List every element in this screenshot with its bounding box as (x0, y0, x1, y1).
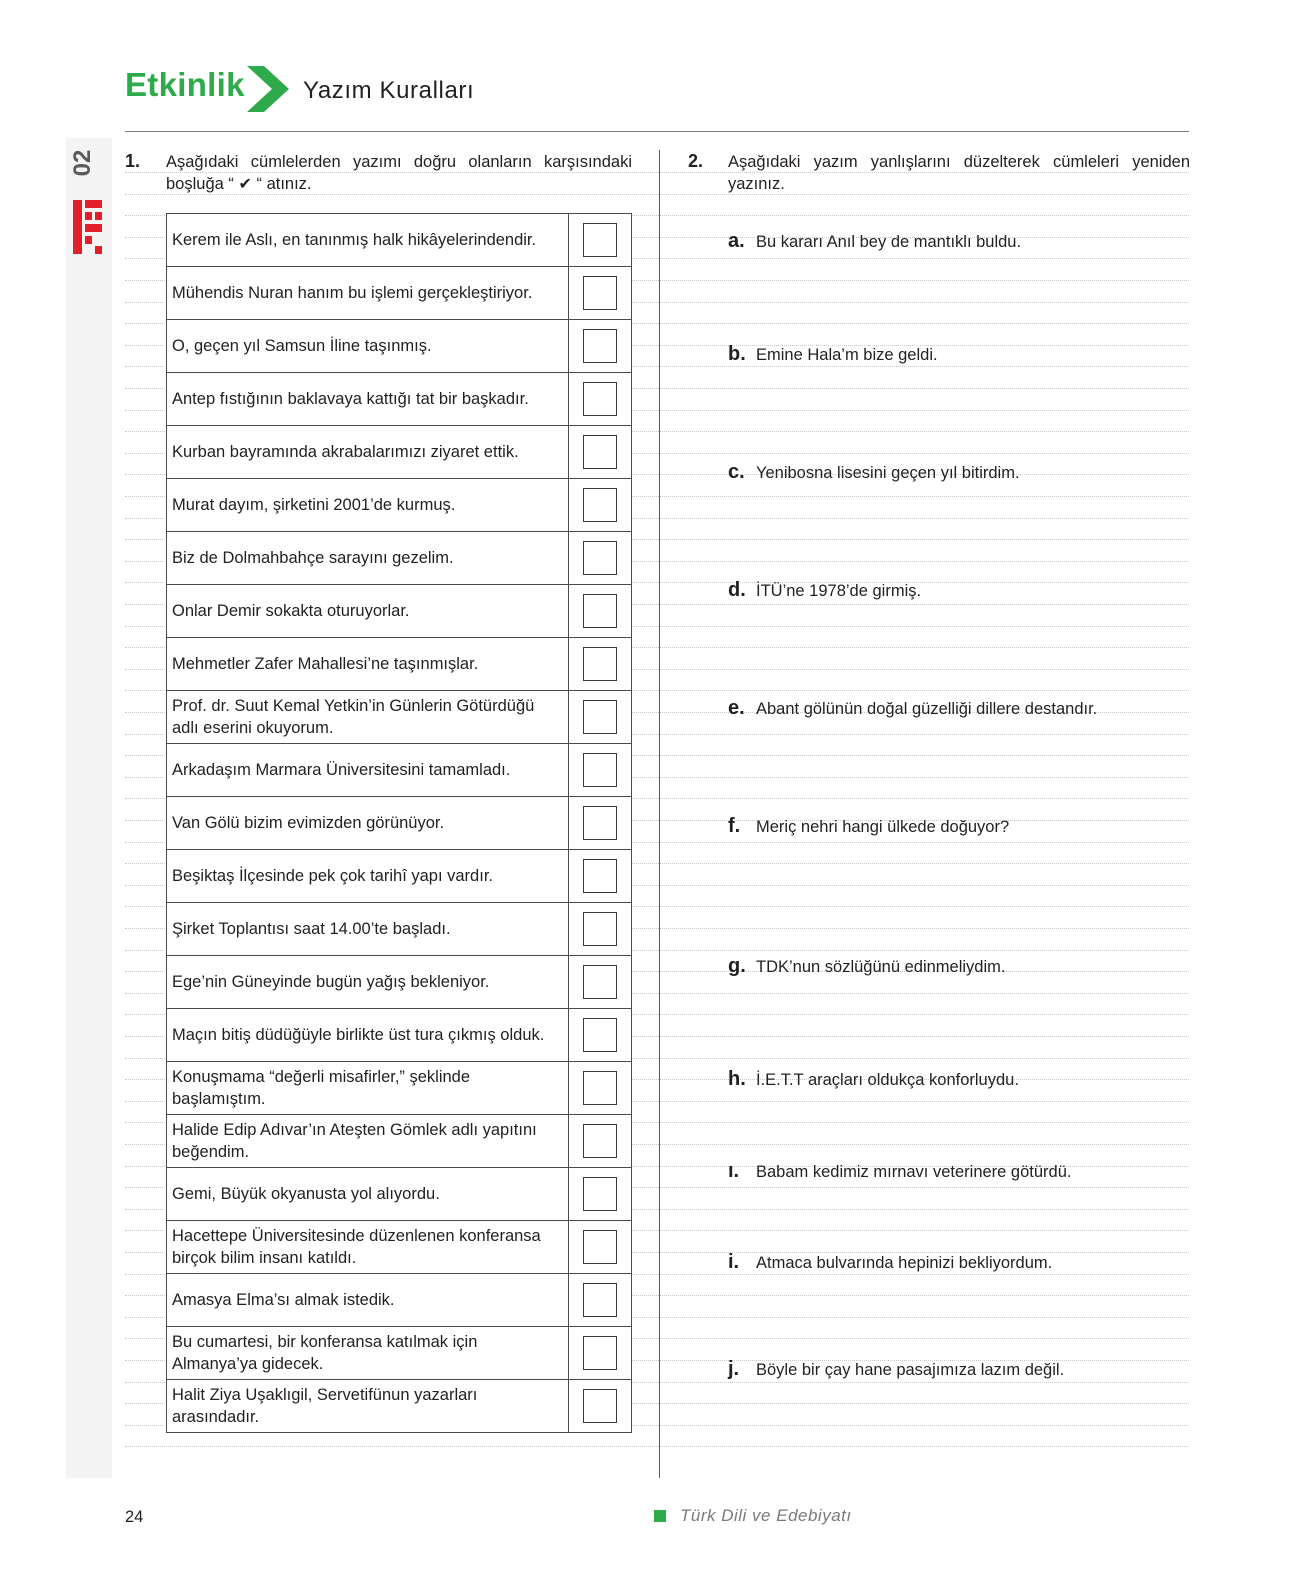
statement-row (167, 1274, 632, 1327)
page-number: 24 (125, 1508, 144, 1526)
answer-checkbox[interactable] (583, 276, 617, 310)
item-letter: ı. (728, 1160, 740, 1182)
rewrite-item (728, 579, 921, 602)
statement-text: Mehmetler Zafer Mahallesi’ne taşınmışlar. (167, 638, 569, 691)
item-letter: h. (728, 1068, 746, 1090)
answer-checkbox[interactable] (583, 1124, 617, 1158)
answer-cell (569, 1062, 632, 1115)
statement-row (167, 1168, 632, 1221)
statement-text: Murat dayım, şirketini 2001’de kurmuş. (167, 479, 569, 532)
question-1-number: 1. (125, 151, 141, 171)
item-sentence: Bu kararı Anıl bey de mantıklı buldu. (756, 233, 1022, 251)
answer-cell (569, 1327, 632, 1380)
ruled-line (125, 1446, 1189, 1447)
answer-cell (569, 1221, 632, 1274)
answer-checkbox[interactable] (583, 1336, 617, 1370)
statement-text: Maçın bitiş düdüğüyle birlikte üst tura çıkmış olduk. (167, 1009, 569, 1062)
statement-text: Ege’nin Güneyinde bugün yağış bekleniyor. (167, 956, 569, 1009)
answer-cell (569, 850, 632, 903)
item-sentence: Atmaca bulvarında hepinizi bekliyordum. (756, 1254, 1053, 1272)
statement-text: Halit Ziya Uşaklıgil, Servetifünun yazarları arasındadır. (167, 1380, 569, 1433)
answer-checkbox[interactable] (583, 329, 617, 363)
answer-cell (569, 797, 632, 850)
statement-row (167, 585, 632, 638)
statement-text: Hacettepe Üniversitesinde düzenlenen konferansa birçok bilim insanı katıldı. (167, 1221, 569, 1274)
question-1-text: Aşağıdaki cümlelerden yazımı doğru olanların karşısındaki boşluğa “ ✔ “ atınız. (166, 153, 632, 193)
statement-text: Bu cumartesi, bir konferansa katılmak için Almanya’ya gidecek. (167, 1327, 569, 1380)
question-2-number: 2. (688, 151, 704, 171)
column-divider (659, 150, 660, 1478)
rewrite-item (728, 230, 1021, 253)
answer-checkbox[interactable] (583, 647, 617, 681)
answer-cell (569, 638, 632, 691)
svg-text:02: 02 (69, 149, 96, 177)
answer-checkbox[interactable] (583, 1177, 617, 1211)
item-letter: g. (728, 955, 746, 977)
statement-row (167, 691, 632, 744)
checkmark-icon: ✔ (238, 176, 252, 193)
answer-checkbox[interactable] (583, 859, 617, 893)
answer-checkbox[interactable] (583, 1018, 617, 1052)
statement-text: Kurban bayramında akrabalarımızı ziyaret ettik. (167, 426, 569, 479)
publisher-logo-icon (71, 198, 105, 256)
chevron-right-icon (247, 66, 289, 112)
answer-cell (569, 956, 632, 1009)
page-title: Yazım Kuralları (303, 77, 475, 104)
statement-row (167, 1221, 632, 1274)
answer-checkbox[interactable] (583, 435, 617, 469)
answer-checkbox[interactable] (583, 382, 617, 416)
statement-text: Kerem ile Aslı, en tanınmış halk hikâyelerindendir. (167, 214, 569, 267)
statement-row (167, 1062, 632, 1115)
statement-row (167, 267, 632, 320)
book-title: Türk Dili ve Edebiyatı (680, 1506, 852, 1525)
answer-cell (569, 214, 632, 267)
statement-text: Gemi, Büyük okyanusta yol alıyordu. (167, 1168, 569, 1221)
statement-text: Halide Edip Adıvar’ın Ateşten Gömlek adlı yapıtını beğendim. (167, 1115, 569, 1168)
item-sentence: Babam kedimiz mırnavı veterinere götürdü. (756, 1163, 1072, 1181)
statement-row (167, 320, 632, 373)
item-sentence: Yenibosna lisesini geçen yıl bitirdim. (756, 464, 1020, 482)
answer-cell (569, 903, 632, 956)
statement-text: Antep fıstığının baklavaya kattığı tat bir başkadır. (167, 373, 569, 426)
statement-row (167, 797, 632, 850)
answer-checkbox[interactable] (583, 223, 617, 257)
rewrite-item (728, 343, 938, 366)
answer-cell (569, 1274, 632, 1327)
rewrite-item (728, 461, 1020, 484)
item-sentence: Böyle bir çay hane pasajımıza lazım değil. (756, 1361, 1065, 1379)
activity-label: Etkinlik (125, 66, 245, 103)
item-sentence: TDK’nun sözlüğünü edinmeliydim. (756, 958, 1006, 976)
answer-cell (569, 426, 632, 479)
answer-checkbox[interactable] (583, 965, 617, 999)
item-sentence: İ.E.T.T araçları oldukça konforluydu. (756, 1071, 1019, 1089)
statement-row (167, 426, 632, 479)
statement-text: Biz de Dolmahbahçe sarayını gezelim. (167, 532, 569, 585)
statement-text: Van Gölü bizim evimizden görünüyor. (167, 797, 569, 850)
statement-row (167, 850, 632, 903)
activity-header (125, 66, 1185, 116)
statement-text: Amasya Elma’sı almak istedik. (167, 1274, 569, 1327)
answer-cell (569, 373, 632, 426)
item-sentence: Abant gölünün doğal güzelliği dillere destandır. (756, 700, 1098, 718)
answer-cell (569, 532, 632, 585)
answer-cell (569, 585, 632, 638)
answer-cell (569, 479, 632, 532)
side-tab (66, 138, 112, 1478)
side-tab-number (69, 149, 104, 190)
statement-row (167, 1009, 632, 1062)
rewrite-item (728, 1160, 1071, 1183)
item-letter: d. (728, 579, 746, 601)
item-sentence: İTÜ’ne 1978’de girmiş. (756, 582, 922, 600)
statement-row (167, 903, 632, 956)
statement-text: Arkadaşım Marmara Üniversitesini tamamladı. (167, 744, 569, 797)
answer-cell (569, 320, 632, 373)
statement-row (167, 214, 632, 267)
answer-checkbox[interactable] (583, 1283, 617, 1317)
answer-checkbox[interactable] (583, 700, 617, 734)
statement-row (167, 479, 632, 532)
answer-checkbox[interactable] (583, 594, 617, 628)
statement-text: Şirket Toplantısı saat 14.00’te başladı. (167, 903, 569, 956)
item-letter: b. (728, 343, 746, 365)
item-letter: a. (728, 230, 745, 252)
statement-text: Prof. dr. Suut Kemal Yetkin’in Günlerin Götürdüğü adlı eserini okuyorum. (167, 691, 569, 744)
item-letter: j. (728, 1358, 740, 1380)
item-letter: e. (728, 697, 745, 719)
item-letter: i. (728, 1251, 740, 1273)
statement-text: Mühendis Nuran hanım bu işlemi gerçekleştiriyor. (167, 267, 569, 320)
statement-text: Onlar Demir sokakta oturuyorlar. (167, 585, 569, 638)
answer-cell (569, 1168, 632, 1221)
answer-checkbox[interactable] (583, 753, 617, 787)
answer-checkbox[interactable] (583, 1230, 617, 1264)
statement-row (167, 1115, 632, 1168)
question-2-text: Aşağıdaki yazım yanlışlarını düzelterek cümleleri yeniden yazınız. (728, 153, 1190, 193)
rewrite-item (728, 815, 1009, 838)
statement-row (167, 956, 632, 1009)
statement-row (167, 532, 632, 585)
statement-text: Konuşmama “değerli misafirler,” şeklinde başlamıştım. (167, 1062, 569, 1115)
answer-checkbox[interactable] (583, 488, 617, 522)
item-letter: f. (728, 815, 741, 837)
answer-checkbox[interactable] (583, 1071, 617, 1105)
answer-checkbox[interactable] (583, 1389, 617, 1423)
answer-checkbox[interactable] (583, 541, 617, 575)
answer-cell (569, 267, 632, 320)
statement-row (167, 638, 632, 691)
footer-square-icon (654, 1510, 666, 1522)
answer-cell (569, 691, 632, 744)
rewrite-item (728, 1251, 1052, 1274)
statement-row (167, 1380, 632, 1433)
rewrite-item (728, 1358, 1064, 1381)
header-divider (125, 131, 1189, 132)
rewrite-item (728, 955, 1005, 978)
item-letter: c. (728, 461, 745, 483)
statement-table (166, 213, 632, 1433)
answer-cell (569, 1380, 632, 1433)
answer-cell (569, 1009, 632, 1062)
statement-row (167, 1327, 632, 1380)
statement-text: Beşiktaş İlçesinde pek çok tarihî yapı vardır. (167, 850, 569, 903)
rewrite-item (728, 1068, 1019, 1091)
item-sentence: Emine Hala’m bize geldi. (756, 346, 938, 364)
statement-text: O, geçen yıl Samsun İline taşınmış. (167, 320, 569, 373)
answer-cell (569, 1115, 632, 1168)
statement-row (167, 744, 632, 797)
item-sentence: Meriç nehri hangi ülkede doğuyor? (756, 818, 1010, 836)
rewrite-item (728, 697, 1097, 720)
answer-cell (569, 744, 632, 797)
answer-checkbox[interactable] (583, 912, 617, 946)
statement-row (167, 373, 632, 426)
answer-checkbox[interactable] (583, 806, 617, 840)
